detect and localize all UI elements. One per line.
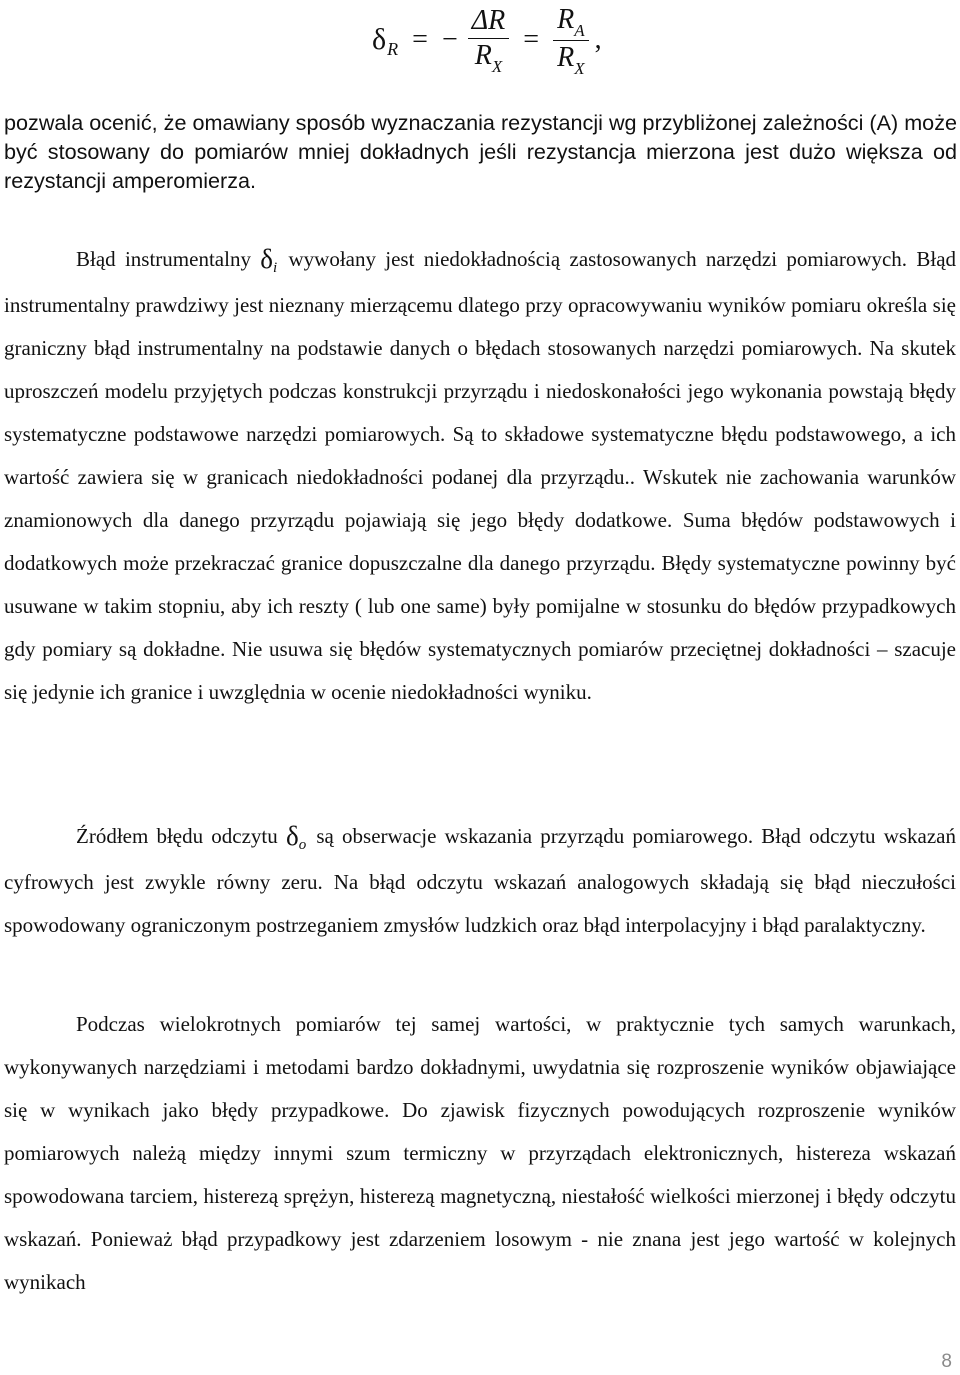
fraction-delta-r-over-rx: [468, 4, 510, 76]
fraction-numerator-2: [553, 3, 589, 41]
delta-o-symbol: δ: [285, 821, 299, 851]
instrumental-error-paragraph: [4, 236, 956, 714]
intro-paragraph: pozwala ocenić, że omawiany sposób wyznaczania rezystancji wg przybliżonej zależności (A) może być stosowany do pomiarów mniej dokładnych jeśli rezystancja mierzona jest dużo większa od rezystancji amperomierza.: [4, 109, 957, 193]
reading-lead: Źródłem błędu odczytu: [76, 824, 278, 848]
random-body: Podczas wielokrotnych pomiarów tej samej wartości, w praktycznie tych samych warunkach, wykonywanych narzędziami i metodami bardzo dokładnymi, uwydatnia się rozproszenie wyników objawiające się w wynikach jako błędy przypadkowe. Do zjawisk fizycznych powodujących rozproszenie wyników pomiarowych należą między innymi szum termiczny w przyrządach elektronicznych, histereza wskazań spowodowana tarciem, histerezą sprężyn, histerezą magnetyczną, niestałość wielkości mierzonej i błędy odczytu wskazań. Ponieważ błąd przypadkowy jest zdarzeniem losowym - nie znana jest jego wartość w kolejnych wynikach: [4, 1012, 956, 1294]
delta-subscript: R: [387, 38, 399, 59]
delta-o-subscript: o: [298, 837, 307, 853]
denominator-main-2: R: [557, 41, 575, 73]
equals-sign: =: [412, 24, 428, 55]
numerator-subscript: A: [574, 20, 585, 40]
equation-comma: ,: [594, 24, 602, 55]
fraction-ra-over-rx: [553, 3, 589, 78]
denominator-main: R: [474, 40, 492, 71]
page-number: 8: [941, 1351, 952, 1372]
instrumental-body: wywołany jest niedokładnością zastosowanych narzędzi pomiarowych. Błąd instrumentalny prawdziwy jest nieznany mierzącemu dlatego przy opracowywaniu wyników pomiaru określa się graniczny błąd instrumentalny na podstawie danych o błędach stosowanych narzędzi pomiarowych. Na skutek uproszczeń modelu przyjętych podczas konstrukcji przyrządu i niedoskonałości jego wykonania powstają błędy systematyczne podstawowe narzędzi pomiarowych. Są to składowe systematyczne błędu podstawowego, a ich wartość zawiera się w granicach niedokładności podanej dla przyrządu.. Wskutek nie zachowania warunków znamionowych dla danego przyrządu pojawiają się jego błędy dodatkowe. Suma błędów podstawowych i dodatkowych może przekraczać granice dopuszczalne dla danego przyrządu. Błędy systematyczne powinny być usuwane w takim stopniu, aby ich reszty ( lub one same) były pomijalne w stosunku do błędów przypadkowych gdy pomiary są dokładne. Nie usuwa się błędów systematycznych pomiarów przeciętnej dokładności – szacuje się jedynie ich granice i uwzględnia w ocenie niedokładności wyniku.: [4, 247, 957, 704]
error-equation: [372, 0, 602, 80]
minus-sign: −: [441, 24, 458, 55]
reading-error-paragraph: [4, 813, 956, 947]
delta-i-subscript: i: [273, 260, 278, 276]
fraction-numerator: ΔR: [468, 4, 510, 39]
random-error-paragraph: [4, 1003, 956, 1304]
denominator-subscript-2: X: [574, 58, 585, 78]
numerator-main: R: [557, 3, 575, 35]
equals-sign-2: =: [523, 24, 540, 55]
instrumental-lead: Błąd instrumentalny: [76, 247, 251, 271]
fraction-denominator: [471, 39, 507, 76]
delta-i-symbol: δ: [260, 244, 273, 274]
reading-body: są obserwacje wskazania przyrządu pomiarowego. Błąd odczytu wskazań cyfrowych jest zwykle równy zeru. Na błąd odczytu wskazań analogowych składają się błąd nieczułości spowodowany ograniczonym postrzeganiem zmysłów ludzkich oraz błąd interpolacyjny i błąd paralaktyczny.: [4, 824, 957, 937]
delta-symbol: δ: [372, 23, 387, 56]
denominator-subscript: X: [491, 57, 503, 76]
fraction-denominator-2: [553, 41, 589, 78]
